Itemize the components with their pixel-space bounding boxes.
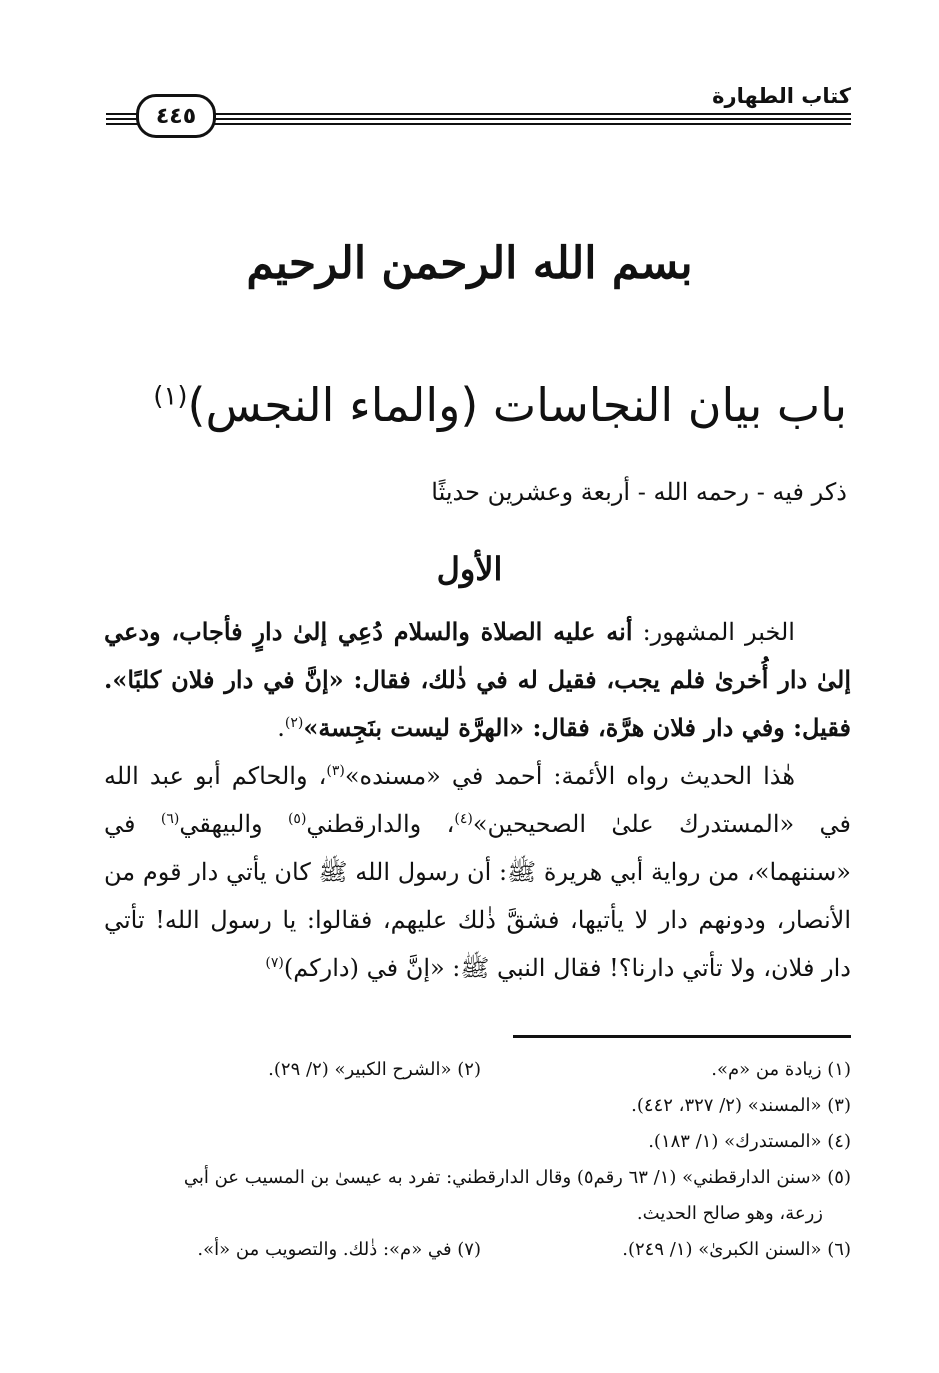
footnote: (٣) «المسند» (٢/ ٣٢٧، ٤٤٢). (631, 1095, 851, 1116)
footnote: (٥) «سنن الدارقطني» (١/ ٦٣ رقم٥) وقال الدارقطني: تفرد به عيسىٰ بن المسيب عن أبي (183, 1167, 851, 1188)
footnote: (٧) في «م»: ذٰلك. والتصويب من «أ». (197, 1239, 481, 1260)
footnote-ref: (٢) (284, 715, 304, 731)
chapter-title (100, 378, 847, 432)
paragraph (104, 752, 851, 992)
running-head: كتاب الطهارة (712, 84, 851, 108)
footnote-continuation: زرعة، وهو صالح الحديث. (636, 1203, 823, 1224)
basmala-calligraphy: بسم الله الرحمن الرحيم (246, 238, 693, 289)
footnote-ref: (١) (153, 381, 188, 412)
text-run: ، والدارقطني (306, 810, 455, 838)
header-rule (106, 113, 851, 115)
hadith-lead: الخبر المشهور: (642, 618, 795, 646)
punctuation: . (277, 714, 285, 742)
footnote: (٤) «المستدرك» (١/ ١٨٣). (648, 1131, 851, 1152)
footnote-ref: (٦) (160, 811, 180, 827)
footnote: (٦) «السنن الكبرىٰ» (١/ ٢٤٩). (622, 1239, 851, 1260)
page-number: ٤٤٥ (136, 94, 216, 138)
section-heading: الأول (436, 550, 503, 588)
text-run: في «سننهما»، من رواية أبي هريرة ﷺ: أن رسول الله ﷺ كان يأتي دار قوم من الأنصار، ودونهم دار لا يأتيها، فشقَّ ذٰلك عليهم، فقالوا: يا رسول الله! تأتي دار فلان، ولا تأتي دارنا؟! فقال النبي ﷺ: «إنَّ في (داركم) (104, 810, 851, 982)
footnote-ref: (٤) (454, 811, 473, 827)
footnote-row (104, 1232, 851, 1268)
footnote-ref: (٧) (265, 955, 284, 971)
text-run: والبيهقي (179, 810, 288, 838)
main-text (104, 608, 851, 992)
footnote-ref: (٣) (326, 763, 345, 779)
header-rule (106, 123, 851, 125)
footnote: (٢) «الشرح الكبير» (٢/ ٢٩). (268, 1059, 481, 1080)
footnote-separator (513, 1035, 851, 1038)
chapter-intro: ذكر فيه - رحمه الله - أربعة وعشرين حديثًا (431, 478, 847, 506)
footnote-row (104, 1052, 851, 1088)
text-run: ، والحاكم أبو عبد الله في «المستدرك علىٰ الصحيحين» (104, 762, 851, 838)
hadith-text: أنه عليه الصلاة والسلام دُعِي إلىٰ دارٍ فأجاب، ودعي إلىٰ دار أُخرىٰ فلم يجب، فقيل له في ذٰلك، فقال: «إنَّ في دار فلان كلبًا». فقيل: وفي دار فلان هرَّة، فقال: «الهرَّة ليست بنَجِسة» (104, 617, 852, 742)
text-run: هٰذا الحديث رواه الأئمة: أحمد في «مسنده» (344, 762, 796, 790)
chapter-title-text: باب بيان النجاسات (والماء النجس) (187, 378, 847, 432)
footnote: (١) زيادة من «م». (711, 1059, 851, 1080)
footnotes (104, 1052, 851, 1268)
header-rule (106, 118, 851, 120)
paragraph (104, 608, 851, 752)
footnote-ref: (٥) (287, 811, 307, 827)
